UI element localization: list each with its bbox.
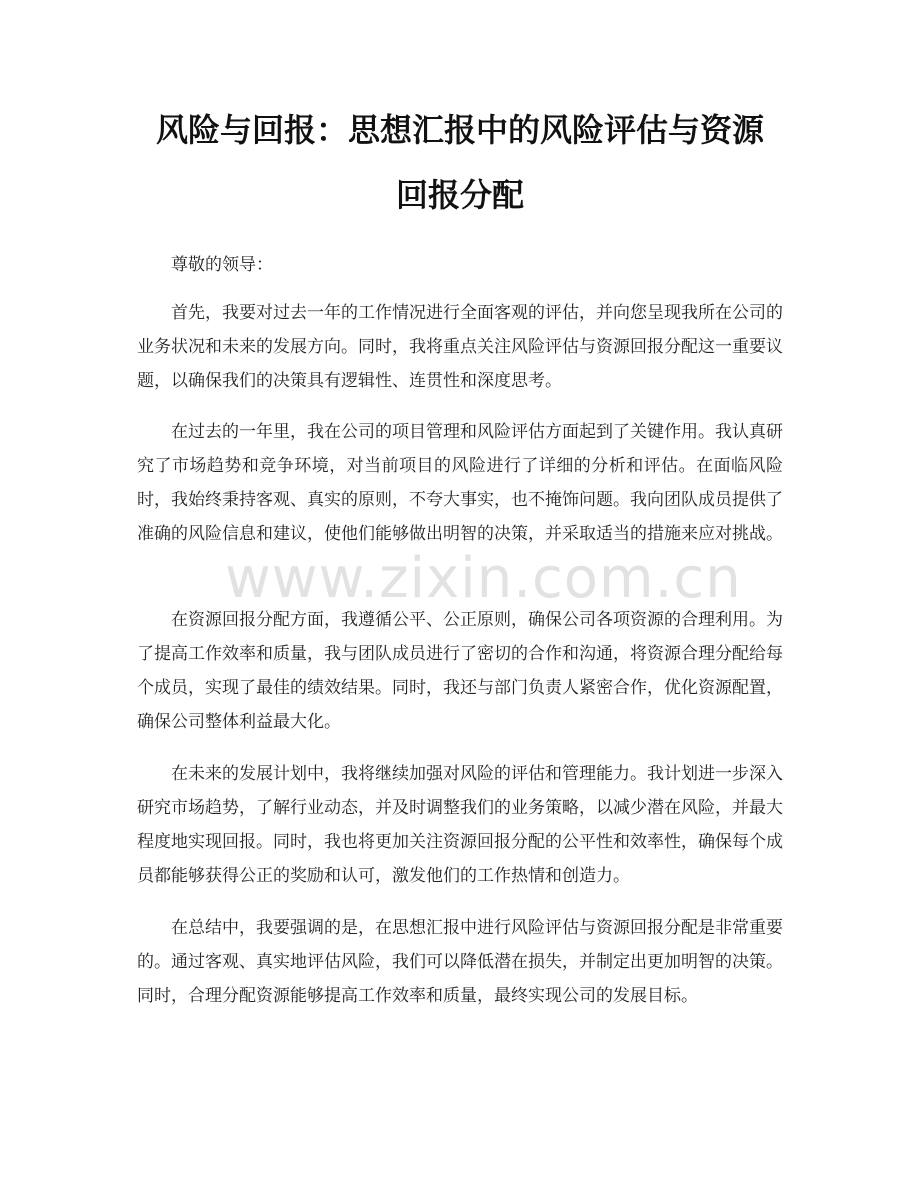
paragraph-5-text: 在总结中，我要强调的是，在思想汇报中进行风险评估与资源回报分配是非常重要的。通过客观、真实地评估风险，我们可以降低潜在损失，并制定出更加明智的决策。同时，合理分配资源能够提高工作效率和质量，最终实现公司的发展目标。 [137, 918, 783, 1006]
salutation [137, 248, 783, 282]
paragraph-2-text: 在过去的一年里，我在公司的项目管理和风险评估方面起到了关键作用。我认真研究了市场趋势和竞争环境，对当前项目的风险进行了详细的分析和评估。在面临风险时，我始终秉持客观、真实的原则，不夸大事实，也不掩饰问题。我向团队成员提供了准确的风险信息和建议，使他们能够做出明智的决策，并采取适当的措施来应对挑战。 [137, 422, 783, 544]
paragraph-1 [137, 296, 783, 398]
paragraph-3-text: 在资源回报分配方面，我遵循公平、公正原则，确保公司各项资源的合理利用。为了提高工作效率和质量，我与团队成员进行了密切的合作和沟通，将资源合理分配给每个成员，实现了最佳的绩效结果。同时，我还与部门负责人紧密合作，优化资源配置，确保公司整体利益最大化。 [137, 610, 783, 732]
paragraph-2 [137, 415, 783, 551]
paragraph-4-text: 在未来的发展计划中，我将继续加强对风险的评估和管理能力。我计划进一步深入研究市场趋势，了解行业动态，并及时调整我们的业务策略，以减少潜在风险，并最大程度地实现回报。同时，我也将更加关注资源回报分配的公平性和效率性，确保每个成员都能够获得公正的奖励和认可，激发他们的工作热情和创造力。 [137, 764, 783, 886]
paragraph-1-text: 首先，我要对过去一年的工作情况进行全面客观的评估，并向您呈现我所在公司的业务状况和未来的发展方向。同时，我将重点关注风险评估与资源回报分配这一重要议题，以确保我们的决策具有逻辑性、连贯性和深度思考。 [137, 303, 783, 391]
paragraph-5 [137, 911, 783, 1013]
paragraph-4 [137, 757, 783, 893]
paragraph-3 [137, 603, 783, 739]
watermark: www.zixin.com.cn [225, 546, 742, 611]
salutation-text: 尊敬的领导： [171, 255, 273, 275]
document-title-line-1: 风险与回报：思想汇报中的风险评估与资源 [155, 111, 764, 149]
document-title-line-2: 回报分配 [395, 176, 524, 214]
